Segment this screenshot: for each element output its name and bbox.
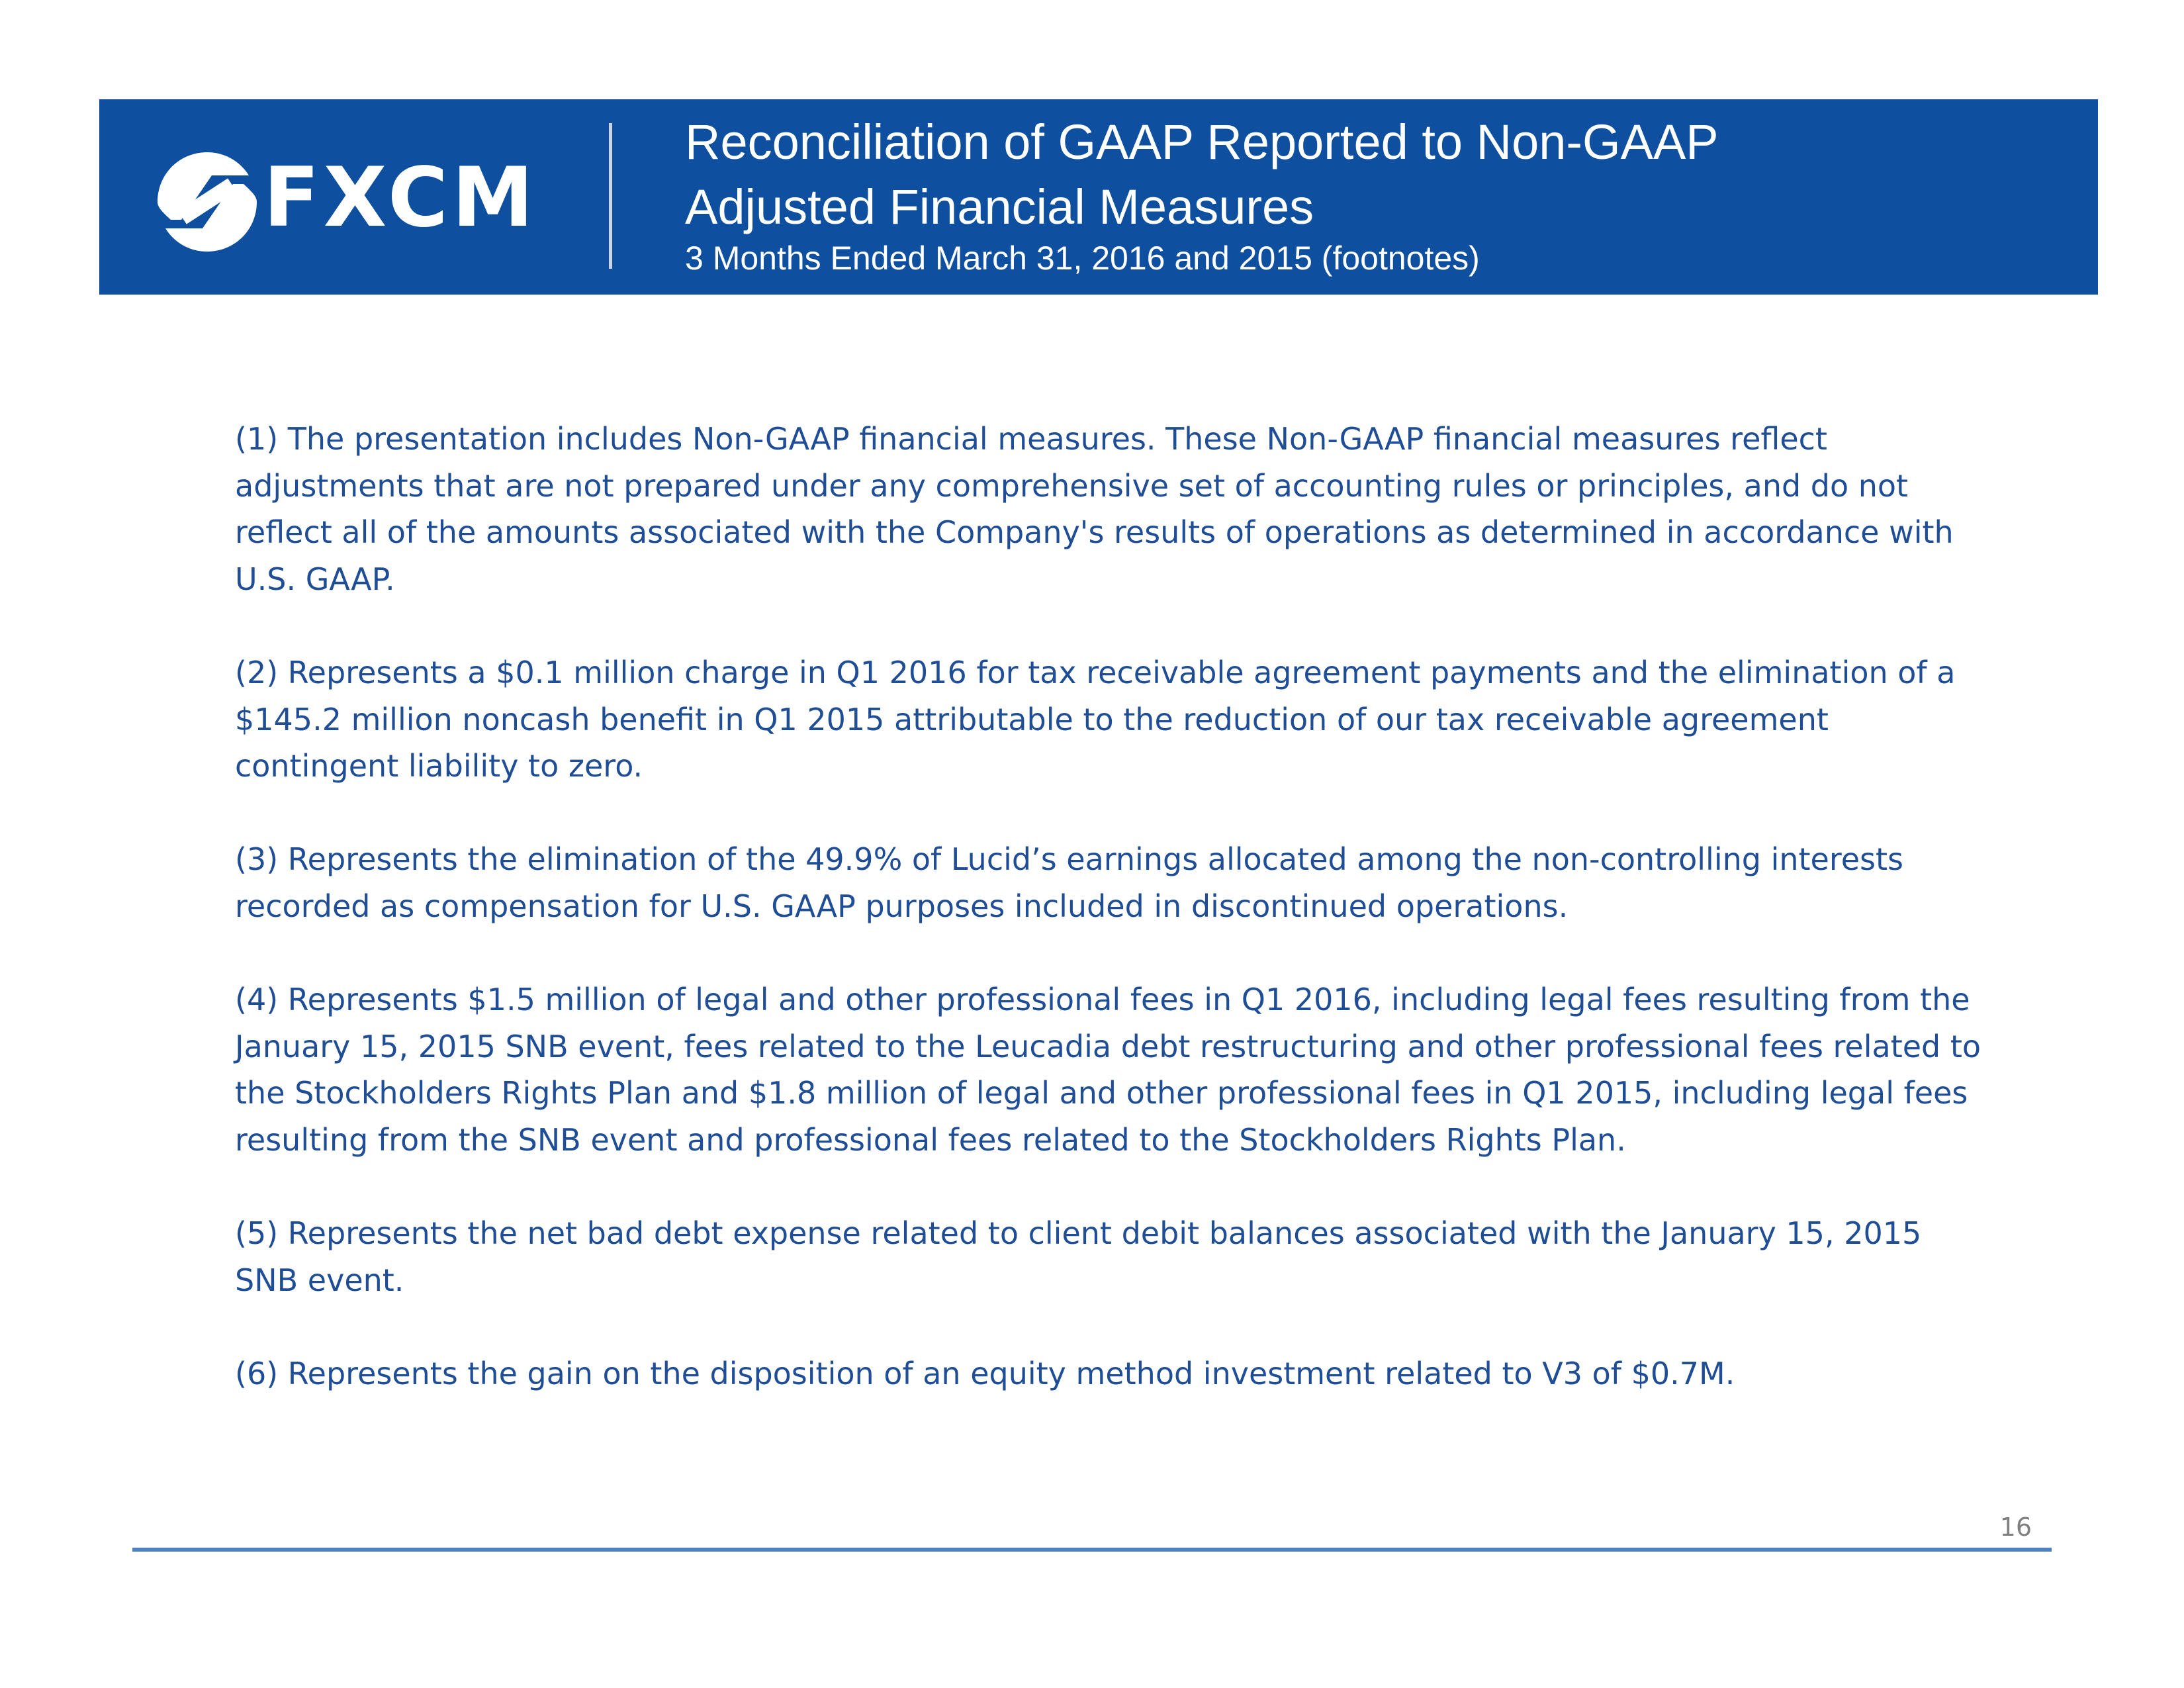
footer-rule <box>132 1548 2052 1552</box>
header-band <box>99 99 2098 295</box>
logo-wordmark: FXCM <box>263 150 538 246</box>
footnote-6: (6) Represents the gain on the disposition of an equity method investment related to V3 of $0.7M. <box>235 1355 1735 1391</box>
footnotes-list <box>235 416 1982 1444</box>
fxcm-z-mark-icon <box>158 152 257 252</box>
header-divider <box>609 123 612 269</box>
fxcm-logo <box>158 150 538 252</box>
page-title <box>685 110 2075 240</box>
title-line-2: Adjusted Financial Measures <box>685 179 1314 234</box>
page-subtitle: 3 Months Ended March 31, 2016 and 2015 (footnotes) <box>685 240 1480 277</box>
footnote-5: (5) Represents the net bad debt expense related to client debit balances associated with the January 15, 2015 SNB event. <box>235 1215 1922 1298</box>
title-line-1: Reconciliation of GAAP Reported to Non-GAAP <box>685 115 1719 169</box>
footnote-3: (3) Represents the elimination of the 49.9% of Lucid’s earnings allocated among the non-controlling interests recorded as compensation for U.S. GAAP purposes included in discontinued operations. <box>235 841 1904 924</box>
footnote-4: (4) Represents $1.5 million of legal and other professional fees in Q1 2016, including legal fees resulting from the January 15, 2015 SNB event, fees related to the Leucadia debt restructuring and other professional fees related to the Stockholders Rights Plan and $1.8 million of legal and other professional fees in Q1 2015, including legal fees resulting from the SNB event and professional fees related to the Stockholders Rights Plan. <box>235 982 1981 1158</box>
footnote-1: (1) The presentation includes Non-GAAP financial measures. These Non-GAAP financial measures reflect adjustments that are not prepared under any comprehensive set of accounting rules or principles, and do not reflect all of the amounts associated with the Company's results of operations as determined in accordance with U.S. GAAP. <box>235 421 1954 597</box>
footnote-2: (2) Represents a $0.1 million charge in Q1 2016 for tax receivable agreement payments and the elimination of a $145.2 million noncash benefit in Q1 2015 attributable to the reduction of our tax receivable agreement contingent liability to zero. <box>235 654 1956 784</box>
page-number: 16 <box>1999 1513 2032 1542</box>
